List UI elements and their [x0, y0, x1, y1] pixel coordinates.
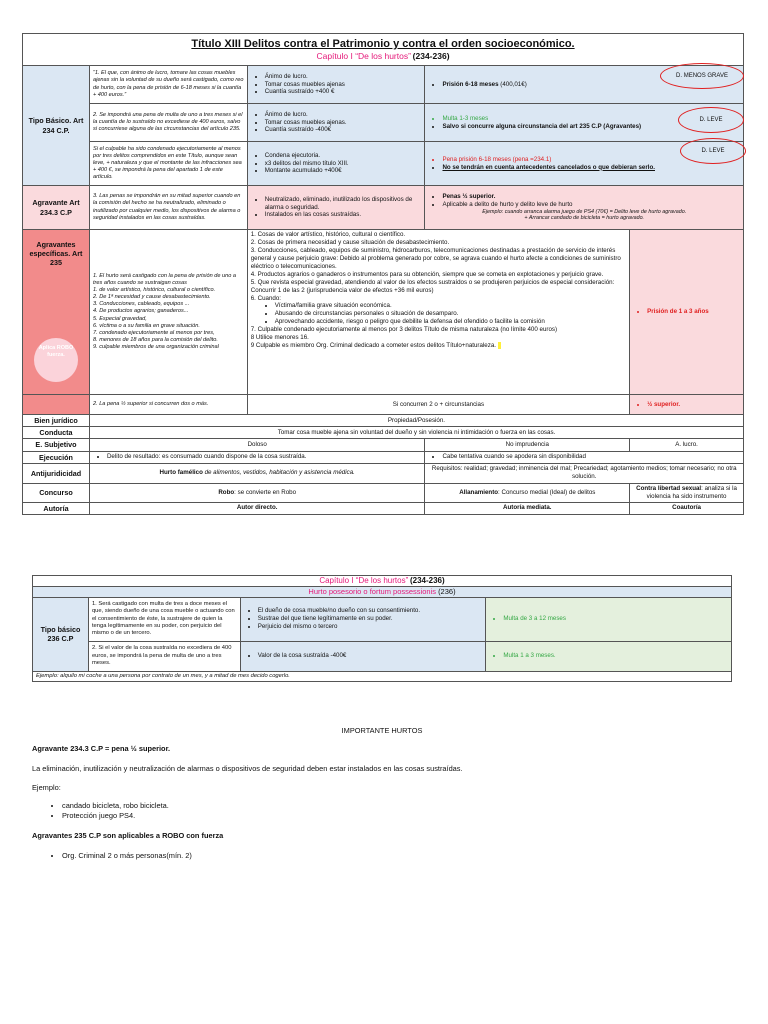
concurso-allanamiento-title: Allanamiento [459, 488, 499, 496]
especificas-2-penalty: • ½ superior. [647, 401, 740, 409]
especificas-penalty-cell [630, 230, 744, 395]
t2-r2-elements [240, 641, 486, 671]
list-item: 9. culpable miembros de una organización criminal [92, 344, 219, 351]
robo-badge: Aplica ROBO fuerza. [34, 338, 78, 382]
agravante-apply: • Aplicable a delito de hurto y delito leve de hurto [442, 201, 740, 209]
page-title: Título XIII Delitos contra el Patrimonio y contra el orden socioeconómico. [191, 38, 575, 50]
t2-chapter: Capítulo I “De los hurtos” [319, 576, 409, 585]
list-item: 1. de valor artístico, histórico, cultural o científico. [92, 286, 216, 293]
t2-example: Ejemplo: alquilo mi coche a una persona por contrato de un mes, y a mitad de mes decido cogerlo. [33, 671, 732, 681]
list-item [251, 342, 626, 350]
t2-label: Tipo básico 236 C.P [33, 597, 89, 671]
subjetivo-lucro: A. lucro. [630, 439, 744, 451]
list-item: 5. Especial gravedad, [92, 315, 147, 322]
especificas-2-text: 2. La pena ½ superior si concurren dos o más. [89, 395, 247, 415]
list-item: 1. Cosas de valor artístico, histórico, cultural o científico. [250, 231, 406, 239]
oval-menos-grave: D. MENOS GRAVE [660, 63, 744, 89]
list-item: • Tomar cosas muebles ajenas [265, 81, 422, 89]
table-hurto-posesorio [32, 575, 732, 682]
agravante-penalty: • Penas ½ superior. [442, 193, 740, 201]
autoria-label: Autoría [23, 502, 90, 514]
agravantes-especificas-text: Agravantes específicas. Art 235 [29, 240, 83, 268]
list-item: 4. Productos agrarios o ganaderos o instrumentos para su obtención, siempre que se cometa en explotaciones y perjuicio grave. [250, 270, 604, 278]
t2-r1-penalty-cell [486, 597, 732, 641]
table-header [23, 34, 744, 66]
list-item: • Ánimo de lucro. [265, 111, 422, 119]
notes-list-1 [32, 801, 762, 822]
t2-sub: Hurto posesorio o fortum possessionis [308, 587, 436, 597]
list-item: • Protección juego PS4. [62, 811, 762, 821]
agravante-penalty-cell [425, 186, 744, 230]
chapter-title: Capítulo I “De los hurtos” [316, 51, 411, 62]
list-item: • Cuantía sustraído +400 € [265, 88, 422, 96]
list-item: • Perjuicio del mismo o tercero [258, 623, 483, 631]
oval-leve-1: D. LEVE [678, 107, 744, 133]
list-item: • Víctima/familia grave situación económica. [275, 302, 626, 310]
list-item-text: 9 Culpable es miembro Org. Criminal dedicado a cometer estos delitos Título+naturaleza. [250, 342, 497, 350]
r1-legal-text: “1. El que, con ánimo de lucro, tomare las cosas muebles ajenas sin la voluntad de su dueño será castigado, como reo de hurto, con la pena de prisión de 6-18 meses si la cuantía + 400 euros.” [89, 66, 247, 104]
t2-r2-text: 2. Si el valor de la cosa sustraída no excediera de 400 euros, se impondrá la pena de multa de uno a tres meses. [88, 641, 240, 671]
list-item: 1. El hurto será castigado con la pena de prisión de uno a tres años cuando se sustraigan cosas [92, 272, 237, 286]
r2-penalty2: • Salvo si concurre alguna circunstancia del art 235 C.P (Agravantes) [442, 123, 740, 131]
list-item: 5. Que revista especial gravedad, atendiendo al valor de los efectos sustraídos o se produjeren perjuicios de especial consideración: Concurrir 1 de las 2 (jurisprudencia valor de efectos +36 mil euros) [250, 278, 615, 294]
subjetivo-label: E. Subjetivo [23, 439, 90, 451]
list-item: 3. Conducciones, cableado, equipos de suministro, hidrocarburos, telecomunicaciones destinadas a prestación de servicio de interés general y cause perjuicio grave: Debido al problema generado por cobre, se agrava cuando el hurto afecte a condiciones de suministro eléctrico o telecomunicaciones. [250, 246, 621, 270]
r3-penalty2: • No se tendrán en cuenta antecedentes cancelados o que debieran serlo. [442, 164, 740, 172]
list-item: • Montante acumulado +400€ [265, 167, 422, 175]
r1-penalty-extra: (400,01€) [500, 80, 527, 88]
conducta-label: Conducta [23, 427, 90, 439]
especificas-2-penalty-cell [630, 395, 744, 415]
autoria-coautoria: Coautoría [630, 502, 744, 514]
especificas-2-mid: Si concurren 2 o + circunstancias [247, 395, 629, 415]
hurto-famelico-desc: de alimentos, vestidos, habitación y asistencia médica. [202, 469, 355, 477]
t2-r2-penalty: • Multa 1 a 3 meses. [503, 652, 728, 660]
notes-ejemplo: Ejemplo: [32, 783, 61, 792]
list-item: 3. Conducciones, cableado, equipos ... [92, 301, 190, 308]
concurso-libertad-title: Contra libertad sexual [636, 484, 702, 492]
agravantes-especificas-label [23, 230, 90, 395]
r1-elements [247, 66, 425, 104]
especificas-blank [23, 395, 90, 415]
ejecucion-b [425, 451, 744, 463]
list-item: 4. De productos agrarios; ganaderos... [92, 308, 189, 315]
especificas-legal-list [89, 230, 247, 395]
subjetivo-imprudencia: No imprudencia [425, 439, 630, 451]
concurso-libertad [630, 483, 744, 502]
list-item: • Neutralizado, eliminado, inutilizado los dispositivos de alarma o seguridad. [265, 196, 422, 212]
antijuridicidad-a [89, 463, 425, 483]
agravante-example-1: Ejemplo: cuando arranca alarma juego de PS4 (70€) = Delito leve de hurto agravado. [482, 208, 687, 215]
notes-agravante-2: Agravantes 235 C.P son aplicables a ROBO con fuerza [32, 831, 224, 840]
agravante-elements [247, 186, 425, 230]
antijuridicidad-label: Antijuridicidad [23, 463, 90, 483]
concurso-libertad-desc: : analiza si la violencia ha sido instrumento [646, 484, 737, 500]
concurso-robo [89, 483, 425, 502]
r2-penalty: • Multa 1-3 meses [442, 115, 740, 123]
list-item: • Org. Criminal 2 o más personas(mín. 2) [62, 851, 762, 860]
concurso-allanamiento-desc: : Concurso medial (Ideal) de delitos [498, 488, 596, 496]
list-item: • Delito de resultado: es consumado cuando dispone de la cosa sustraída. [107, 453, 422, 461]
ejecucion-a [89, 451, 425, 463]
list-item: 2. De 1ª necesidad y cause desabastecimiento. [92, 294, 211, 301]
r3-penalty: • Pena prisión 6-18 meses (pena =234.1) [442, 156, 740, 164]
concurso-robo-desc: : se convierte en Robo [234, 488, 297, 496]
especificas-penalty: • Prisión de 1 a 3 años [647, 308, 740, 316]
notes-list-2 [32, 851, 762, 860]
list-item: 8 Utilice menores 16. [250, 334, 309, 342]
t2-r2-penalty-cell [486, 641, 732, 671]
list-item: 6. Cuando: [250, 294, 282, 302]
t2-r1-text: 1. Será castigado con multa de tres a doce meses el que, siendo dueño de una cosa mueble o actuando con el consentimiento de éste, la sustrajere de quien la tenga legítimamente en su poder, con perjuicio del mismo o de un tercero. [88, 597, 240, 641]
r3-legal-text: Si el culpable ha sido condenado ejecutoriamente al menos por tres delitos comprendidos en este Título, aunque sean leve, + naturaleza y que el montante de las infracciones sea + 400 €, se impondrá la pena del apartado 1 de este artículo. [89, 142, 247, 186]
notes-paragraph: La eliminación, inutilización y neutralización de alarmas o dispositivos de seguridad deben estar instalados en las cosas sustraídas. [32, 764, 463, 773]
r2-legal-text: 2. Se impondrá una pena de multa de uno a tres meses si el la cuantía de lo sustraído no excediese de 400 euros, salvo si concurriese alguna de las circunstancias del artículo 235. [89, 104, 247, 142]
list-item: 8. menores de 18 años para la comisión del delito. [92, 337, 218, 344]
t2-chapter-range: (234-236) [409, 576, 445, 585]
r3-elements [247, 142, 425, 186]
list-item: • Instalados en las cosas sustraídas. [265, 211, 422, 219]
list-item: • Condena ejecutoria. [265, 152, 422, 160]
list-item: • x3 delitos del mismo título XIII. [265, 160, 422, 168]
agravante-legal-text: 3. Las penas se impondrán en su mitad superior cuando en la comisión del hecho se ha neutralizado, eliminado o inutilizado por cualquier medio, los dispositivos de alarma o seguridad instalados en las cosas sustraídas. [89, 186, 247, 230]
list-item: • Cuantía sustraído -400€ [265, 126, 422, 134]
concurso-robo-title: Robo [218, 488, 235, 496]
concurso-allanamiento [425, 483, 630, 502]
bien-label: Bien jurídico [23, 415, 90, 427]
list-item: • El dueño de cosa mueble/no dueño con su consentimiento. [258, 607, 483, 615]
notes-agravante-1: Agravante 234.3 C.P = pena ½ superior. [32, 744, 171, 753]
list-item: • Aprovechando accidente, riesgo o peligro que debilite la defensa del ofendido o facilite la comisión [275, 318, 626, 326]
list-item: 2. Cosas de primera necesidad y cause situación de desabastecimiento. [250, 238, 450, 246]
list-item: • Ánimo de lucro. [265, 73, 422, 81]
t2-r1-elements [240, 597, 486, 641]
t2-r1-penalty: • Multa de 3 a 12 meses [503, 615, 728, 623]
t2-subheader [33, 587, 732, 598]
especificas-explanation [247, 230, 629, 395]
list-item: • Cabe tentativa cuando se apodera sin disponibilidad [442, 453, 740, 461]
list-item: • Sustrae del que tiene legítimamente en su poder. [258, 615, 483, 623]
oval-leve-2: D. LEVE [680, 138, 746, 164]
bien-value: Propiedad/Posesión. [89, 415, 743, 427]
r2-elements [247, 104, 425, 142]
hurto-famelico: Hurto famélico [159, 469, 203, 477]
ejecucion-label: Ejecución [23, 451, 90, 463]
chapter-range: (234-236) [412, 51, 450, 62]
table-delitos-patrimonio [22, 33, 744, 515]
notes-heading: IMPORTANTE HURTOS [341, 726, 423, 735]
t2-sub-range: (236) [438, 587, 456, 597]
list-item: • Valor de la cosa sustraída -400€ [258, 652, 483, 660]
tipo-basico-label: Tipo Básico. Art 234 C.P. [23, 66, 90, 186]
concurso-label: Concurso [23, 483, 90, 502]
subjetivo-doloso: Doloso [89, 439, 425, 451]
list-item: 6. víctima o a su familia en grave situación. [92, 322, 200, 329]
antijuridicidad-b: Requisitos: realidad; gravedad; inminencia del mal; Precariedad; agotamiento medios; tomar necesario; no otra solución. [425, 463, 744, 483]
list-item: • candado bicicleta, robo bicicleta. [62, 801, 762, 811]
list-item: 7. Culpable condenado ejecutoriamente al menos por 3 delitos Título de misma naturaleza (no límite 400 euros) [250, 326, 558, 334]
highlight-mark [498, 342, 501, 349]
agravante-example-2: + Arrancar candado de bicicleta = hurto agravado. [524, 215, 645, 222]
list-item: • Abusando de circunstancias personales o situación de desamparo. [275, 310, 626, 318]
agravante-label: Agravante Art 234.3 C.P [23, 186, 90, 230]
conducta-value: Tomar cosa mueble ajena sin voluntad del dueño y sin violencia ni intimidación o fuerza en las cosas. [89, 427, 743, 439]
autoria-mediata: Autoría mediata. [425, 502, 630, 514]
list-item: • Tomar cosas muebles ajenas. [265, 119, 422, 127]
autoria-directo: Autor directo. [89, 502, 425, 514]
r1-penalty: Prisión 6-18 meses [442, 80, 499, 88]
list-item: 7. condenado ejecutoriamente al menos por tres, [92, 329, 215, 336]
t2-header [33, 576, 732, 587]
